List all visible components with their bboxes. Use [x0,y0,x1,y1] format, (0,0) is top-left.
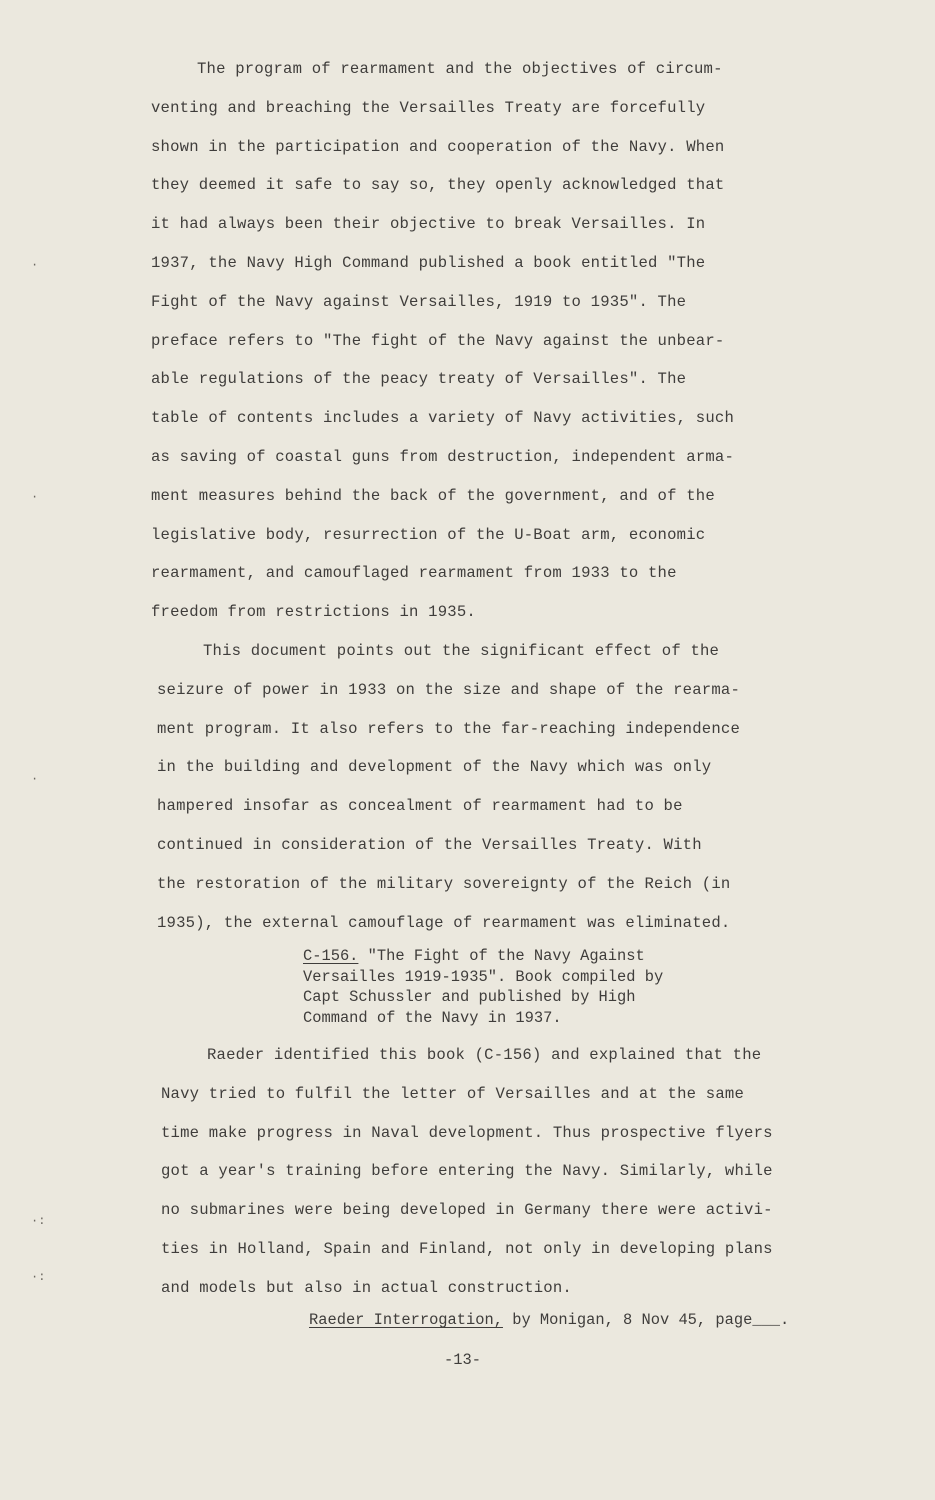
margin-speck: · [31,490,39,504]
text-line: ment program. It also refers to the far-reaching independence [157,719,741,738]
paragraph-navy-rearmament [151,50,734,632]
text-line: Fight of the Navy against Versailles, 1919 to 1935". The [151,292,687,311]
margin-speck: · [31,258,39,272]
reference-details: by Monigan, 8 Nov 45, page___. [502,1311,790,1329]
citation-line: Command of the Navy in 1937. [303,1008,562,1027]
paragraph-document-effect [157,632,740,942]
citation-text: "The Fight of the Navy Against [358,947,645,965]
text-line: hampered insofar as concealment of rearmament had to be [157,797,683,816]
text-line: ment measures behind the back of the government, and of the [151,486,715,505]
text-line: Raeder identified this book (C-156) and explained that the [207,1046,762,1064]
text-line: continued in consideration of the Versailles Treaty. With [157,835,702,854]
text-line: time make progress in Naval development. Thus prospective flyers [161,1123,773,1142]
text-line: no submarines were being developed in Germany there were activi- [161,1201,773,1220]
paragraph-raeder-identified [161,1036,773,1308]
citation-line: Versailles 1919-1935". Book compiled by [303,967,664,986]
text-line: venting and breaching the Versailles Treaty are forcefully [151,98,706,117]
citation-doc-id: C-156. [303,947,359,965]
text-line: The program of rearmament and the objectives of circum- [197,60,723,78]
text-line: ties in Holland, Spain and Finland, not only in developing plans [161,1239,773,1258]
text-line: able regulations of the peacy treaty of Versailles". The [151,370,687,389]
text-line: legislative body, resurrection of the U-Boat arm, economic [151,525,706,544]
citation-block [303,946,663,1028]
interrogation-reference [309,1311,789,1329]
reference-title: Raeder Interrogation, [309,1311,503,1329]
text-line: freedom from restrictions in 1935. [151,603,476,622]
page-number: -13- [444,1351,481,1369]
citation-line [303,946,663,967]
text-line: This document points out the significant effect of the [203,642,720,660]
text-line: rearmament, and camouflaged rearmament from 1933 to the [151,564,677,583]
text-line: and models but also in actual construction. [161,1278,572,1297]
text-line: Navy tried to fulfil the letter of Versailles and at the same [161,1084,745,1103]
text-line: 1935), the external camouflage of rearmament was eliminated. [157,913,731,932]
text-line: 1937, the Navy High Command published a book entitled "The [151,253,706,272]
text-line: shown in the participation and cooperation of the Navy. When [151,137,725,156]
text-line: they deemed it safe to say so, they openly acknowledged that [151,176,725,195]
text-line: table of contents includes a variety of Navy activities, such [151,409,735,428]
citation-line: Capt Schussler and published by High [303,988,636,1006]
margin-speck: · [31,772,39,786]
text-line: seizure of power in 1933 on the size and shape of the rearma- [157,680,741,699]
text-line: as saving of coastal guns from destruction, independent arma- [151,447,735,466]
text-line: preface refers to "The fight of the Navy against the unbear- [151,331,725,350]
text-line: the restoration of the military sovereignty of the Reich (in [157,874,731,893]
text-line: it had always been their objective to break Versailles. In [151,215,706,234]
text-line: in the building and development of the Navy which was only [157,758,712,777]
margin-speck: ·: [31,1214,46,1228]
margin-speck: ·: [31,1270,46,1284]
text-line: got a year's training before entering the Navy. Similarly, while [161,1162,773,1181]
